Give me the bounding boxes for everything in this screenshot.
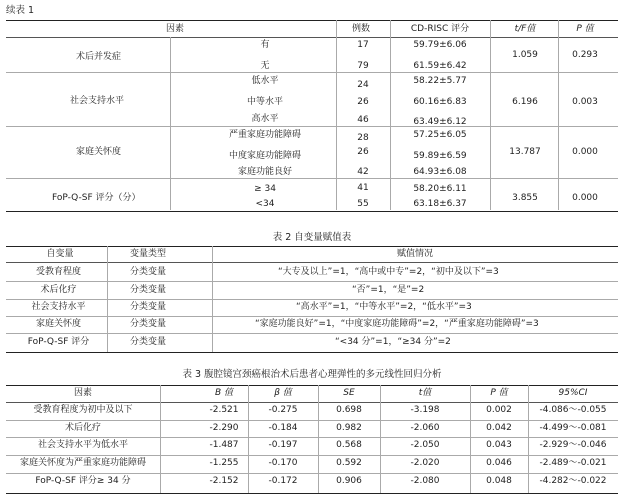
- table3-cell-p: 0.043: [486, 440, 512, 450]
- table1-sub-n: 42: [357, 167, 369, 177]
- table3-header-t: t值: [418, 388, 432, 398]
- table3-cell-beta: -0.184: [268, 423, 298, 433]
- table3-cell-ci: -2.489～-0.021: [539, 458, 607, 468]
- table1-sub-label: 中度家庭功能障碍: [228, 151, 301, 161]
- table3-cell-ci: -4.282～-0.022: [539, 476, 607, 486]
- table1-sub-score: 57.25±6.05: [413, 130, 467, 140]
- table2-cell-variable: 术后化疗: [40, 285, 77, 295]
- table2-cell-type: 分类变量: [130, 302, 167, 312]
- table1-sub-label: 中等水平: [246, 97, 283, 107]
- table1-sub-n: 46: [357, 115, 369, 125]
- table1-sub-n: 26: [357, 147, 369, 157]
- table1-sub-score: 64.93±6.08: [413, 167, 467, 177]
- table3-row-rule: [6, 455, 618, 456]
- table3-bottom-rule: [6, 493, 618, 494]
- table3-row-rule: [6, 473, 618, 474]
- table1-bottom-rule: [6, 211, 618, 212]
- table1-sub-label: 家庭功能良好: [237, 167, 292, 177]
- table1-sub-score: 61.59±6.42: [413, 61, 467, 71]
- table1-vrule: [390, 20, 391, 210]
- table1-stat: 1.059: [512, 50, 538, 60]
- table1-sub-n: 17: [357, 40, 369, 50]
- table3-cell-ci: -2.929～-0.046: [539, 440, 607, 450]
- table1-p: 0.000: [572, 147, 598, 157]
- table1-row-rule: [6, 126, 618, 127]
- table3-header-b: B 值: [214, 388, 234, 398]
- table1-p: 0.293: [572, 50, 598, 60]
- table1-group-social: 社会支持水平: [70, 96, 125, 106]
- table1-caption: 续表 1: [6, 5, 35, 16]
- table3-header-ci: 95%CI: [558, 388, 588, 398]
- table3-cell-t: -2.080: [410, 476, 440, 486]
- table2-row-rule: [6, 316, 618, 317]
- table3-cell-ci: -4.086～-0.055: [539, 405, 607, 415]
- table1-sub-label: 严重家庭功能障碍: [228, 130, 301, 140]
- table2-cell-variable: FoP-Q-SF 评分: [27, 337, 90, 347]
- table3-vrule: [160, 385, 161, 493]
- table3-cell-beta: -0.275: [268, 405, 298, 415]
- table1-top-rule: [6, 20, 618, 21]
- table2-cell-assignment: “高水平”=1，“中等水平”=2，“低水平”=3: [296, 302, 472, 312]
- table3-cell-ci: -4.499～-0.081: [539, 423, 607, 433]
- table1-row-rule: [6, 72, 618, 73]
- table3-cell-factor: 术后化疗: [64, 423, 101, 433]
- table1-header-factor: 因素: [165, 24, 184, 34]
- table1-group-complication: 术后并发症: [76, 52, 122, 62]
- table1-sub-label: 有: [260, 40, 270, 50]
- table1-sub-score: 58.20±6.11: [413, 184, 467, 194]
- table1-header-rule: [6, 37, 618, 38]
- table1-stat: 6.196: [512, 97, 538, 107]
- table1-vrule: [558, 20, 559, 210]
- table3-cell-b: -2.290: [209, 423, 239, 433]
- table3-caption: 表 3 腹腔镜宫颈癌根治术后患者心理弹性的多元线性回归分析: [182, 369, 442, 380]
- table1-sub-n: 79: [357, 61, 369, 71]
- table2-cell-variable: 家庭关怀度: [35, 319, 81, 329]
- table1-sub-score: 63.49±6.12: [413, 117, 467, 127]
- table3-cell-t: -2.050: [410, 440, 440, 450]
- table2-header-variable: 自变量: [46, 249, 74, 259]
- table1-header-stat: t/F值: [514, 24, 536, 34]
- table2-cell-assignment: “家庭功能良好”=1，“中度家庭功能障碍”=2，“严重家庭功能障碍”=3: [255, 319, 539, 329]
- table1-header-score: CD-RISC 评分: [410, 24, 470, 34]
- table3-cell-beta: -0.197: [268, 440, 298, 450]
- table3-cell-b: -2.152: [209, 476, 239, 486]
- table2-cell-type: 分类变量: [130, 285, 167, 295]
- table1-sub-n: 55: [357, 199, 369, 209]
- table2-bottom-rule: [6, 352, 618, 353]
- table3-row-rule: [6, 420, 618, 421]
- table1-sub-label: 低水平: [251, 76, 279, 86]
- table3-row-rule: [6, 437, 618, 438]
- table1-sub-n: 28: [357, 133, 369, 143]
- table1-row-rule: [6, 178, 618, 179]
- table1-sub-label: <34: [255, 199, 275, 209]
- table3-cell-p: 0.002: [486, 405, 512, 415]
- table2-row-rule: [6, 299, 618, 300]
- table3-cell-p: 0.046: [486, 458, 512, 468]
- table3-cell-t: -2.060: [410, 423, 440, 433]
- table1-sub-score: 59.89±6.59: [413, 151, 467, 161]
- table2-caption: 表 2 自变量赋值表: [272, 232, 352, 243]
- table2-cell-type: 分类变量: [130, 267, 167, 277]
- table2-cell-assignment: “否”=1，“是”=2: [352, 285, 425, 295]
- table2-header-rule: [6, 262, 618, 263]
- table1-sub-score: 60.16±6.83: [413, 97, 467, 107]
- table3-top-rule: [6, 385, 618, 386]
- table3-header-p: P 值: [490, 388, 508, 398]
- table3-header-factor: 因素: [73, 388, 92, 398]
- table3-header-se: SE: [343, 388, 355, 398]
- table2-row-rule: [6, 281, 618, 282]
- table2-cell-type: 分类变量: [130, 337, 167, 347]
- table3-cell-factor: 家庭关怀度为严重家庭功能障碍: [19, 458, 146, 468]
- table3-cell-se: 0.592: [336, 458, 362, 468]
- table1-vrule: [490, 20, 491, 210]
- table3-cell-factor: 社会支持水平为低水平: [37, 440, 128, 450]
- table1-sub-score: 58.22±5.77: [413, 76, 467, 86]
- table2-cell-assignment: “大专及以上”=1，“高中或中专”=2，“初中及以下”=3: [278, 267, 499, 277]
- table1-p: 0.000: [572, 193, 598, 203]
- table1-sub-n: 41: [357, 183, 369, 193]
- table2-row-rule: [6, 333, 618, 334]
- table1-stat: 3.855: [512, 193, 538, 203]
- table2-header-type: 变量类型: [130, 249, 167, 259]
- table1-stat: 13.787: [509, 147, 541, 157]
- table3-vrule: [248, 385, 249, 493]
- table3-cell-beta: -0.170: [268, 458, 298, 468]
- table1-sub-score: 63.18±6.37: [413, 199, 467, 209]
- table3-cell-beta: -0.172: [268, 476, 298, 486]
- table3-cell-se: 0.982: [336, 423, 362, 433]
- table2-top-rule: [6, 246, 618, 247]
- table2-cell-variable: 受教育程度: [35, 267, 81, 277]
- table2-cell-variable: 社会支持水平: [31, 302, 86, 312]
- table1-sub-label: ≥ 34: [254, 184, 276, 194]
- table2-header-assignment: 赋值情况: [396, 249, 433, 259]
- table3-cell-t: -2.020: [410, 458, 440, 468]
- table1-sub-label: 无: [260, 61, 270, 71]
- table1-sub-label: 高水平: [251, 114, 279, 124]
- table3-header-beta: β 值: [274, 388, 292, 398]
- table3-cell-b: -2.521: [209, 405, 239, 415]
- table1-group-fop: FoP-Q-SF 评分（分）: [52, 193, 141, 203]
- table1-sub-n: 24: [357, 80, 369, 90]
- table1-header-p: P 值: [576, 24, 594, 34]
- table3-cell-b: -1.487: [209, 440, 239, 450]
- table1-sub-n: 26: [357, 97, 369, 107]
- table3-cell-se: 0.906: [336, 476, 362, 486]
- table3-cell-factor: FoP-Q-SF 评分≥ 34 分: [35, 476, 131, 486]
- table3-cell-t: -3.198: [410, 405, 440, 415]
- table3-cell-factor: 受教育程度为初中及以下: [33, 405, 133, 415]
- table3-cell-se: 0.698: [336, 405, 362, 415]
- table3-cell-b: -1.255: [209, 458, 239, 468]
- table3-header-rule: [6, 402, 618, 403]
- table3-cell-se: 0.568: [336, 440, 362, 450]
- table1-p: 0.003: [572, 97, 598, 107]
- table1-header-n: 例数: [351, 24, 370, 34]
- table2-cell-assignment: “<34 分”=1，“≥34 分”=2: [335, 337, 451, 347]
- table1-group-family: 家庭关怀度: [76, 147, 122, 157]
- table1-vrule: [170, 37, 171, 210]
- table1-sub-score: 59.79±6.06: [413, 40, 467, 50]
- table2-cell-type: 分类变量: [130, 319, 167, 329]
- table3-cell-p: 0.048: [486, 476, 512, 486]
- table3-cell-p: 0.042: [486, 423, 512, 433]
